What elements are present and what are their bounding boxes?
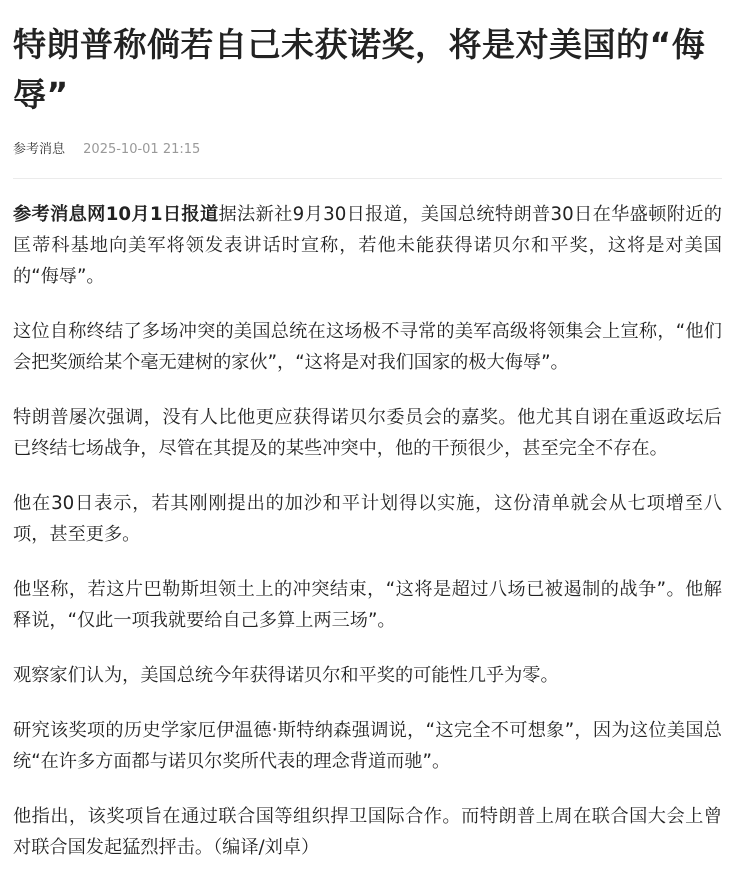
article-body	[13, 199, 722, 863]
article-date: 2025-10-01 21:15	[83, 142, 201, 157]
paragraph: 特朗普屡次强调，没有人比他更应获得诺贝尔委员会的嘉奖。他尤其自诩在重返政坛后已终结七场战争，尽管在其提及的某些冲突中，他的干预很少，甚至完全不存在。	[13, 407, 722, 459]
paragraph: 他指出，该奖项旨在通过联合国等组织捍卫国际合作。而特朗普上周在联合国大会上曾对联合国发起猛烈抨击。（编译/刘卓）	[13, 806, 722, 858]
paragraph: 这位自称终结了多场冲突的美国总统在这场极不寻常的美军高级将领集会上宣称，“他们会把奖颁给某个毫无建树的家伙”，“这将是对我们国家的极大侮辱”。	[13, 321, 722, 373]
paragraph: 研究该奖项的历史学家厄伊温德·斯特纳森强调说，“这完全不可想象”，因为这位美国总统“在许多方面都与诺贝尔奖所代表的理念背道而驰”。	[13, 720, 722, 772]
paragraph: 他坚称，若这片巴勒斯坦领土上的冲突结束，“这将是超过八场已被遏制的战争”。他解释说，“仅此一项我就要给自己多算上两三场”。	[13, 579, 722, 631]
divider	[13, 178, 722, 179]
article-source[interactable]: 参考消息	[13, 142, 66, 157]
paragraph	[13, 199, 722, 292]
paragraph: 观察家们认为，美国总统今年获得诺贝尔和平奖的可能性几乎为零。	[13, 665, 559, 686]
article-title: 特朗普称倘若自己未获诺奖，将是对美国的“侮辱”	[13, 25, 706, 114]
paragraph: 他在30日表示，若其刚刚提出的加沙和平计划得以实施，这份清单就会从七项增至八项，甚至更多。	[13, 493, 722, 545]
paragraph-text: 据法新社9月30日报道，美国总统特朗普30日在华盛顿附近的匡蒂科基地向美军将领发表讲话时宣称，若他未能获得诺贝尔和平奖，这将是对美国的“侮辱”。	[13, 204, 722, 287]
dateline: 参考消息网10月1日报道	[13, 204, 219, 225]
article-meta	[13, 140, 722, 160]
